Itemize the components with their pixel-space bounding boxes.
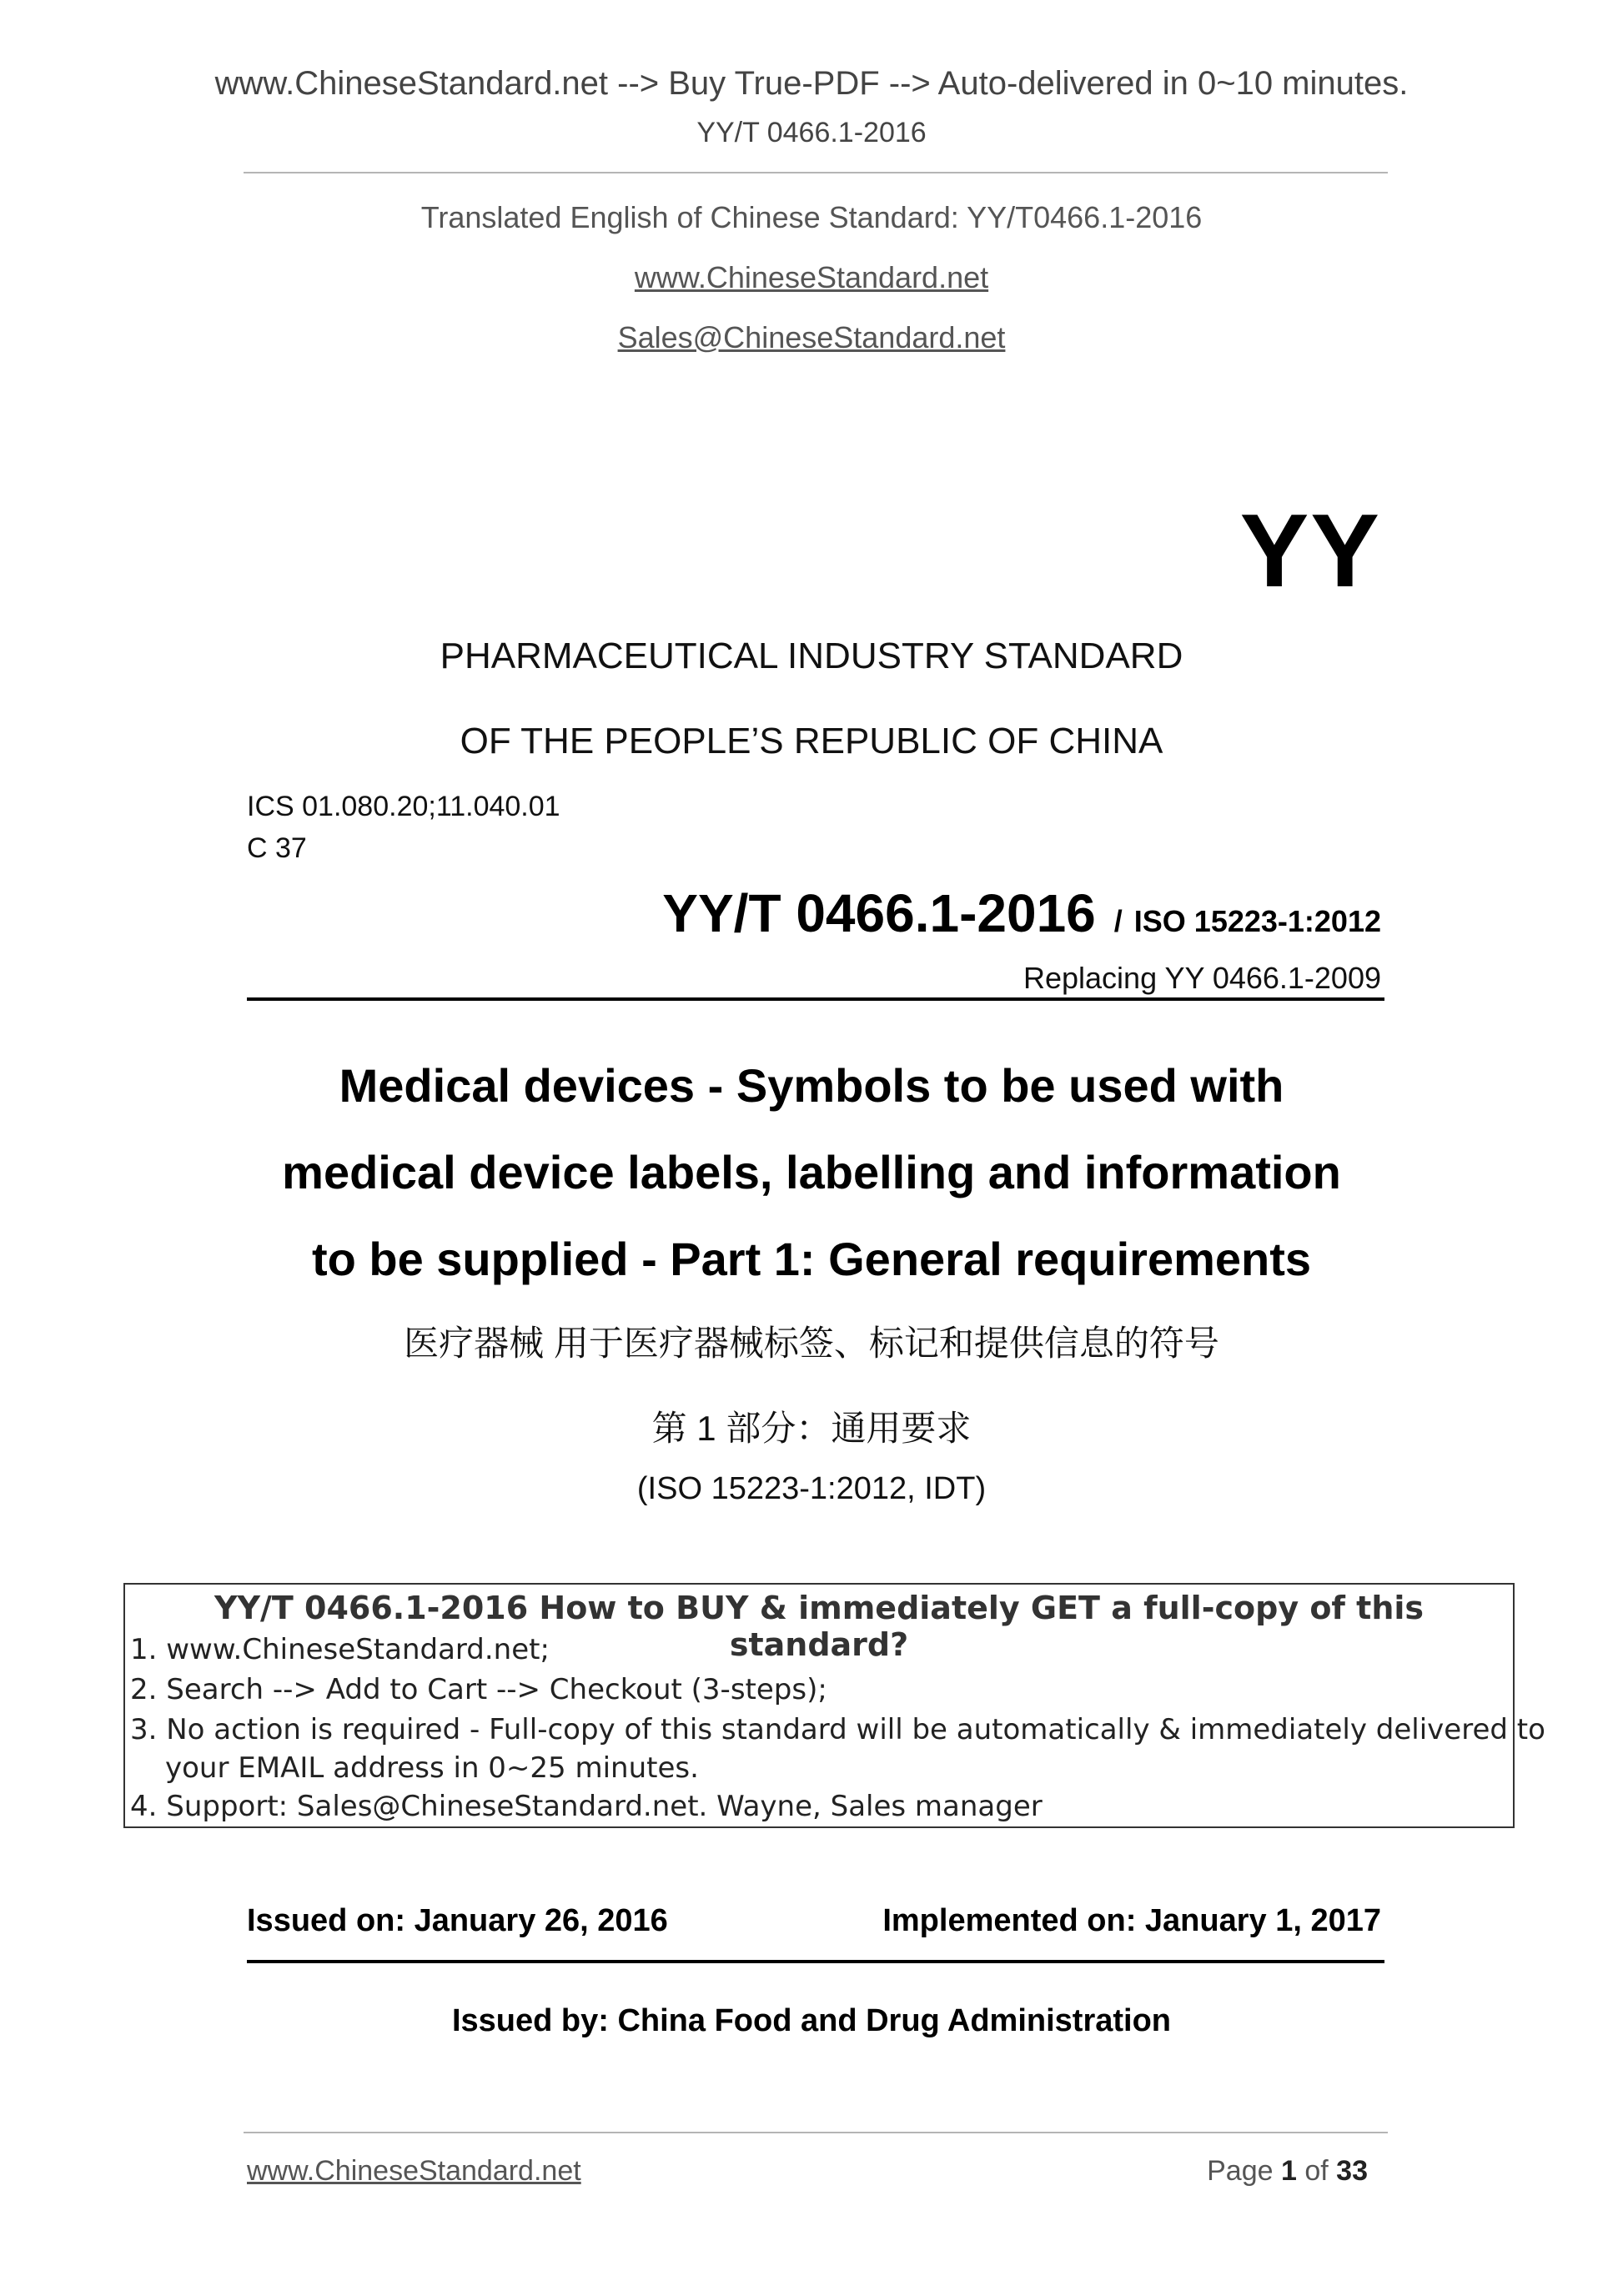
footer-divider <box>244 2132 1388 2133</box>
standard-title-line2: OF THE PEOPLE’S REPUBLIC OF CHINA <box>460 721 1163 761</box>
buy-step: 2. Search --> Add to Cart --> Checkout (3-steps); <box>130 1673 827 1706</box>
classification-code: C 37 <box>247 832 307 864</box>
chinese-title: 医疗器械 用于医疗器械标签、标记和提供信息的符号 <box>404 1324 1219 1363</box>
iso-idt-note: (ISO 15223-1:2012, IDT) <box>636 1471 987 1506</box>
page-of: of <box>1304 2155 1329 2187</box>
buy-step: 4. Support: Sales@ChineseStandard.net. Wayne, Sales manager <box>130 1790 1043 1823</box>
issued-by: Issued by: China Food and Drug Administration <box>451 2003 1172 2038</box>
email-link[interactable]: Sales@ChineseStandard.net <box>617 320 1006 354</box>
page-current: 1 <box>1280 2155 1297 2187</box>
issued-on-date: Issued on: January 26, 2016 <box>247 1903 668 1938</box>
buy-step-continuation: your EMAIL address in 0~25 minutes. <box>165 1751 699 1785</box>
buy-step: 3. No action is required - Full-copy of this standard will be automatically & immediately delivered to <box>130 1713 1545 1746</box>
yy-logo: YY <box>1239 494 1381 609</box>
email-link-row <box>0 320 1623 355</box>
chinese-part-title: 第 1 部分：通用要求 <box>651 1409 972 1448</box>
title-divider <box>247 997 1384 1001</box>
header-divider <box>244 172 1388 173</box>
document-title-line: Medical devices - Symbols to be used with <box>339 1059 1284 1112</box>
implemented-on-date: Implemented on: January 1, 2017 <box>882 1903 1381 1938</box>
top-banner: www.ChineseStandard.net --> Buy True-PDF --> Auto-delivered in 0~10 minutes. <box>214 65 1409 102</box>
document-title-line: to be supplied - Part 1: General requirements <box>311 1233 1312 1285</box>
ics-code: ICS 01.080.20;11.040.01 <box>247 791 560 822</box>
page-indicator <box>1207 2155 1368 2188</box>
buy-step: 1. www.ChineseStandard.net; <box>130 1633 550 1666</box>
standard-code-row <box>662 882 1381 944</box>
buy-instructions-box <box>123 1583 1545 1828</box>
translated-note: Translated English of Chinese Standard: YY/T0466.1-2016 <box>420 200 1203 234</box>
document-title <box>0 1042 1623 1303</box>
dates-divider <box>247 1960 1384 1963</box>
replacing-note: Replacing YY 0466.1-2009 <box>1023 961 1381 995</box>
iso-code: ISO 15223-1:2012 <box>1133 904 1381 938</box>
website-link[interactable]: www.ChineseStandard.net <box>634 260 989 294</box>
buy-box-title: YY/T 0466.1-2016 How to BUY & immediately GET a full-copy of this standard? <box>214 1590 1425 1663</box>
page-total: 33 <box>1336 2155 1368 2187</box>
standard-title-line1: PHARMACEUTICAL INDUSTRY STANDARD <box>440 636 1183 676</box>
header-standard-code: YY/T 0466.1-2016 <box>696 117 927 148</box>
standard-separator: / <box>1113 904 1123 938</box>
page-label: Page <box>1207 2155 1274 2187</box>
footer-website-link[interactable]: www.ChineseStandard.net <box>247 2155 581 2187</box>
standard-code: YY/T 0466.1-2016 <box>662 883 1096 943</box>
website-link-row <box>0 260 1623 295</box>
document-title-line: medical device labels, labelling and information <box>282 1146 1341 1198</box>
